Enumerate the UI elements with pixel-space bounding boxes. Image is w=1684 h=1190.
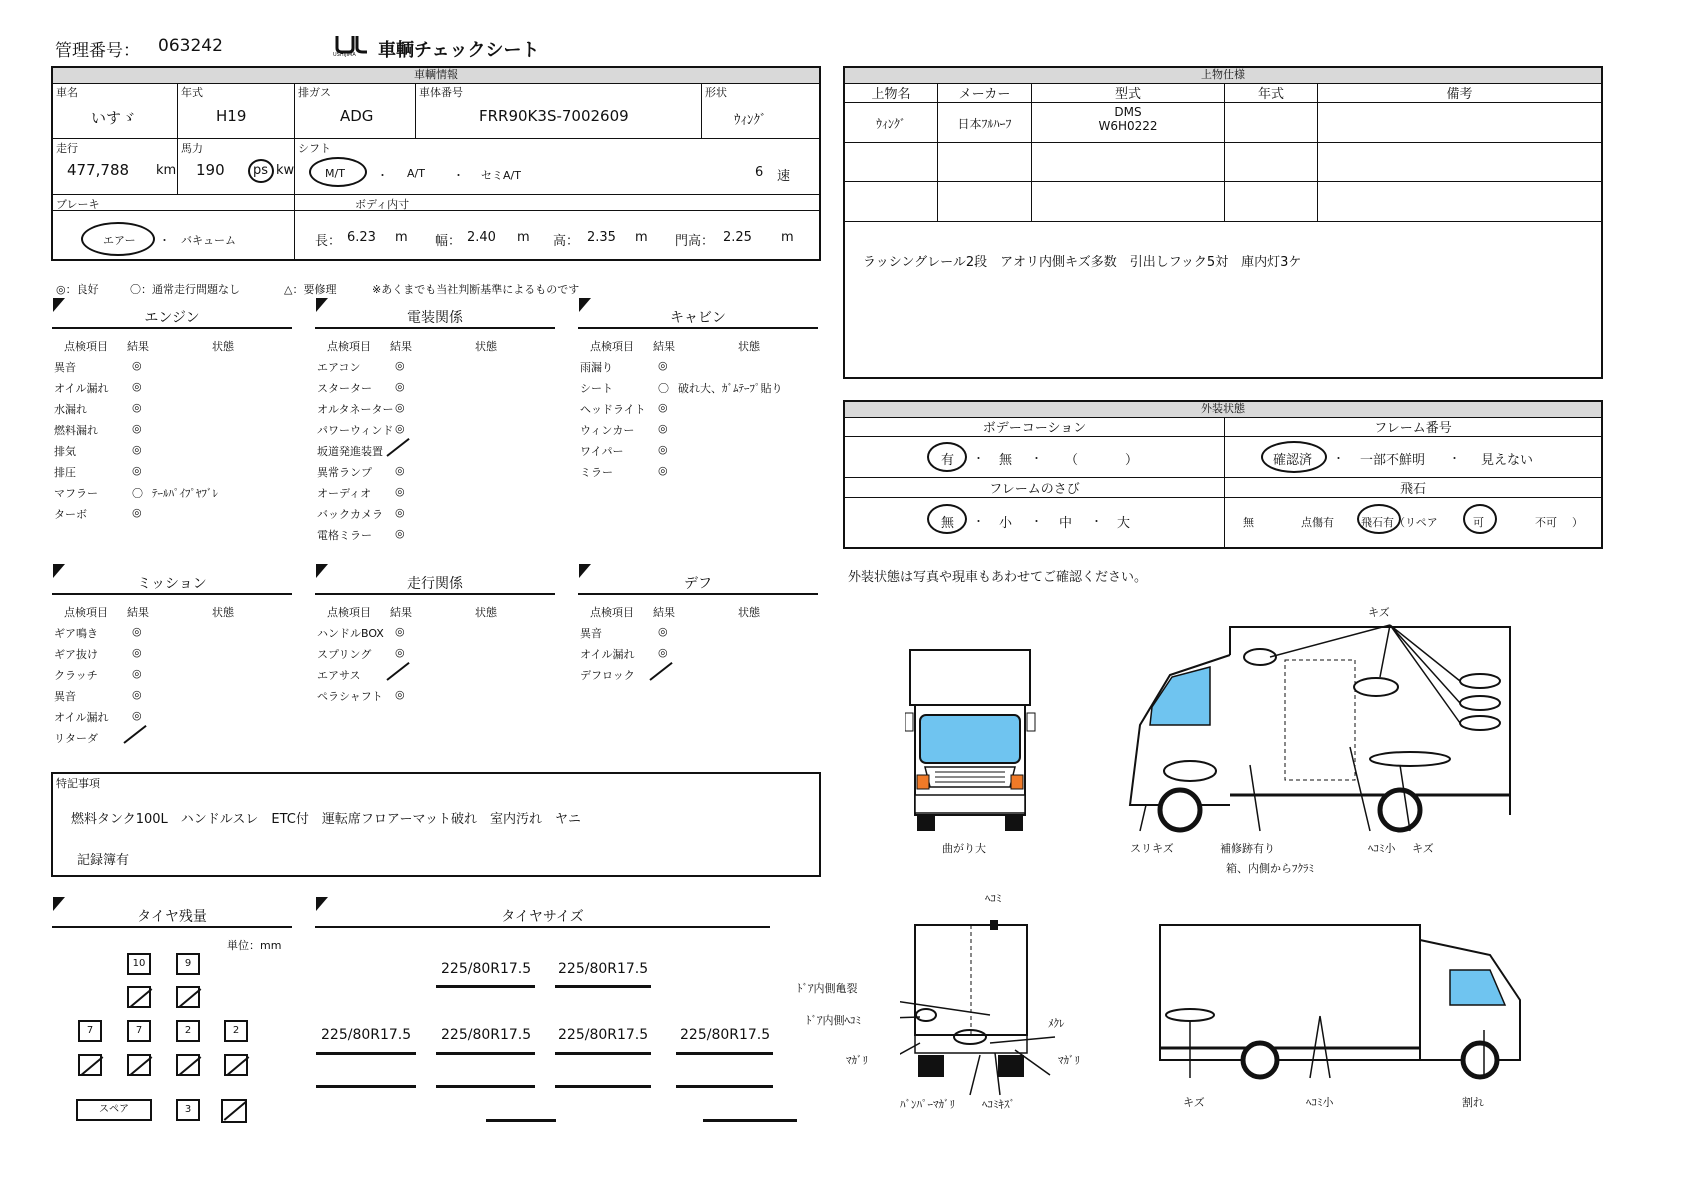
engine-title: エンジン: [52, 307, 292, 329]
rust-none: 無: [941, 516, 955, 531]
mileage-label: 走行: [56, 142, 78, 155]
coat-yes: 有: [941, 453, 955, 468]
engine-result: ◎: [132, 380, 142, 393]
cabin-col-header: 状態: [738, 340, 760, 353]
tire-spare-2-none: [221, 1099, 247, 1123]
shift-semi: セミA/T: [481, 169, 521, 182]
diff-col-header: 点検項目: [590, 606, 634, 619]
mission-result: ◎: [132, 646, 142, 659]
stone-none: 無: [1243, 516, 1254, 529]
truck-front-diagram: [905, 645, 1055, 835]
maker-label: 車名: [56, 86, 78, 99]
spec-cell: [1032, 143, 1225, 182]
brake-label: ブレーキ: [56, 198, 100, 211]
mission-item: 異音: [54, 690, 76, 703]
cabin-item: ミラー: [580, 466, 613, 479]
coat-yes-circle: [927, 442, 967, 472]
dot: ・: [453, 169, 464, 182]
engine-result: ◎: [132, 401, 142, 414]
label-magari-dai: 曲がり大: [942, 842, 986, 855]
electrical-result: ◎: [395, 485, 405, 498]
spec-cell: [1225, 182, 1318, 222]
hei-value: 2.35: [587, 230, 616, 245]
tire-front-left-inner-none: [127, 986, 151, 1008]
len-value: 6.23: [347, 230, 376, 245]
engine-result: ◎: [132, 422, 142, 435]
stone-label: 飛石: [1225, 478, 1601, 498]
cabin-item: 雨漏り: [580, 361, 613, 374]
spec-header: 年式: [1225, 83, 1318, 103]
engine-item: 異音: [54, 361, 76, 374]
label-door-hekomi: ﾄﾞｱ内側ﾍｺﾐ: [806, 1014, 861, 1027]
tire-rear-8-none: [224, 1054, 248, 1076]
unit: m: [635, 230, 648, 245]
exterior-header: 外装状態: [845, 402, 1601, 418]
dot: ・: [1031, 515, 1042, 528]
running-result-na: [386, 662, 409, 681]
running-title: 走行関係: [315, 573, 555, 595]
mission-result-na: [123, 725, 146, 744]
spec-cell: [1225, 143, 1318, 182]
label-hekomikizu: ﾍｺﾐｷｽﾞ: [982, 1098, 1015, 1111]
notes-line2: 記録簿有: [77, 853, 130, 868]
label-wareme: 割れ: [1462, 1096, 1484, 1109]
spec-model-1: DMS: [1114, 105, 1142, 119]
engine-item: 燃料漏れ: [54, 424, 98, 437]
mission-col-header: 結果: [127, 606, 149, 619]
tire-remain-title: タイヤ残量: [52, 906, 292, 928]
cabin-item: ヘッドライト: [580, 403, 646, 416]
engine-item: ターボ: [54, 508, 87, 521]
hp-unit-kw: kw: [276, 163, 295, 178]
tire-size-rear-4: 225/80R17.5: [680, 1027, 771, 1043]
mission-item: クラッチ: [54, 669, 98, 682]
diff-item: 異音: [580, 627, 602, 640]
rust-small: 小: [999, 516, 1013, 531]
page-title: 車輌チェックシート: [378, 40, 540, 61]
mission-item: ギア抜け: [54, 648, 98, 661]
tire-rear-6-none: [127, 1054, 151, 1076]
cabin-col-header: 結果: [653, 340, 675, 353]
dot: ・: [159, 234, 170, 247]
electrical-col-header: 状態: [475, 340, 497, 353]
shape-value: ｳｨﾝｸﾞ: [734, 113, 767, 128]
diff-result-na: [649, 662, 672, 681]
electrical-item: スターター: [317, 382, 372, 395]
spec-header: 備考: [1318, 83, 1601, 103]
cabin-result: ◎: [658, 464, 668, 477]
spec-cell: [938, 143, 1032, 182]
cabin-col-header: 点検項目: [590, 340, 634, 353]
tire-size-title: タイヤサイズ: [315, 906, 770, 928]
electrical-result: ◎: [395, 527, 405, 540]
electrical-item: 電格ミラー: [317, 529, 372, 542]
notes-box: [51, 772, 821, 877]
mission-result: ◎: [132, 709, 142, 722]
cabin-result: ◎: [658, 443, 668, 456]
spec-model-2: W6H0222: [1098, 119, 1158, 133]
horsepower-value: 190: [196, 161, 225, 179]
cabin-result: 〇: [658, 382, 669, 395]
notes-label: 特記事項: [56, 777, 100, 790]
kanri-label: 管理番号：: [55, 41, 140, 61]
stone-repairable: 可: [1473, 516, 1484, 529]
tire-remain-unit: 単位：mm: [227, 939, 282, 952]
mission-item: リターダ: [54, 732, 98, 745]
emission-cell: [295, 83, 416, 139]
engine-col-header: 結果: [127, 340, 149, 353]
year-value: H19: [216, 107, 247, 125]
diff-col-header: 結果: [653, 606, 675, 619]
maker-value: いすゞ: [91, 109, 137, 127]
tire-rear-1: 7: [78, 1020, 102, 1042]
spec-cell: [1032, 182, 1225, 222]
mileage-unit: km: [156, 163, 177, 178]
door-label: 門高：: [675, 234, 715, 249]
dot: ・: [1449, 452, 1460, 465]
body-spec-remarks: ラッシングレール2段 アオリ内側キズ多数 引出しフック5対 庫内灯3ケ: [863, 255, 1302, 270]
engine-col-header: 状態: [212, 340, 234, 353]
truck-side-right-diagram: [1150, 920, 1530, 1080]
rust-mid: 中: [1059, 516, 1073, 531]
gears-unit: 速: [777, 169, 791, 184]
spec-cell: 日本ﾌﾙﾊｰﾌ: [938, 103, 1032, 143]
brake-air: エアー: [103, 234, 136, 247]
label-kizu: キズ: [1368, 606, 1390, 619]
diff-item: オイル漏れ: [580, 648, 635, 661]
running-item: エアサス: [317, 669, 361, 682]
body-coat-label: ボデーコーション: [845, 417, 1225, 437]
engine-item: 水漏れ: [54, 403, 87, 416]
label-magari2: ﾏｶﾞﾘ: [1058, 1054, 1080, 1067]
spec-header: 上物名: [845, 83, 938, 103]
spec-cell: [1318, 182, 1601, 222]
frame-confirmed: 確認済: [1273, 453, 1313, 468]
tire-front-right: 9: [176, 953, 200, 975]
mission-col-header: 状態: [212, 606, 234, 619]
unit: m: [517, 230, 530, 245]
electrical-col-header: 点検項目: [327, 340, 371, 353]
vehicle-info-header: 車輌情報: [53, 68, 819, 84]
cabin-result: ◎: [658, 422, 668, 435]
spec-cell: [1225, 103, 1318, 143]
electrical-result: ◎: [395, 506, 405, 519]
tire-rear-4: 2: [224, 1020, 248, 1042]
mission-result: ◎: [132, 688, 142, 701]
unit: m: [781, 230, 794, 245]
dot: ・: [1031, 452, 1042, 465]
tire-size-front-left: 225/80R17.5: [441, 961, 532, 977]
dot: ・: [377, 169, 388, 182]
mission-item: ギア鳴き: [54, 627, 98, 640]
electrical-result: ◎: [395, 464, 405, 477]
len-label: 長：: [315, 234, 342, 249]
label-hako: 箱、内側からﾌｸﾗﾐ: [1226, 862, 1314, 875]
label-bumper: ﾊﾞﾝﾊﾟｰﾏｶﾞﾘ: [900, 1098, 955, 1111]
dot: ・: [1333, 452, 1344, 465]
tire-rear-7-none: [176, 1054, 200, 1076]
chassis-value: FRR90K3S-7002609: [479, 107, 629, 125]
running-col-header: 状態: [475, 606, 497, 619]
truck-rear-diagram: [900, 905, 1070, 1105]
dot: ・: [973, 452, 984, 465]
spec-header: 型式: [1032, 83, 1225, 103]
electrical-item: 坂道発進装置: [317, 445, 383, 458]
frame-partly-unclear: 一部不鮮明: [1360, 453, 1426, 468]
frame-confirmed-circle: [1261, 441, 1327, 473]
spec-cell: [845, 182, 938, 222]
stone-paren-close: ）: [1572, 516, 1583, 529]
frame-not-visible: 見えない: [1481, 453, 1534, 468]
running-result: ◎: [395, 625, 405, 638]
gears-value: 6: [755, 165, 764, 180]
tire-rear-2: 7: [127, 1020, 151, 1042]
brake-vacuum: バキューム: [181, 234, 236, 247]
spec-cell: [938, 182, 1032, 222]
cabin-title: キャビン: [578, 307, 818, 329]
tire-rear-5-none: [78, 1054, 102, 1076]
body-dims-cell: [295, 195, 819, 259]
mission-result: ◎: [132, 667, 142, 680]
shift-mt: M/T: [325, 167, 345, 180]
year-cell: [178, 83, 295, 139]
electrical-result: ◎: [395, 380, 405, 393]
horsepower-cell: [178, 139, 295, 195]
stone-not-repairable: 不可: [1535, 516, 1557, 529]
electrical-result: ◎: [395, 401, 405, 414]
year-label: 年式: [181, 86, 203, 99]
stone-repairable-circle: [1463, 504, 1497, 534]
dot: ・: [973, 515, 984, 528]
electrical-col-header: 結果: [390, 340, 412, 353]
tire-front-right-inner-none: [176, 986, 200, 1008]
spec-cell: ｳｨﾝｸﾞ: [845, 103, 938, 143]
stone-chip: 飛石有（リペア: [1361, 516, 1438, 529]
tire-rear-3: 2: [176, 1020, 200, 1042]
cabin-state: 破れ大、ｶﾞﾑﾃｰﾌﾟ貼り: [678, 382, 783, 395]
rust-large: 大: [1117, 516, 1131, 531]
electrical-item: オルタネーター: [317, 403, 394, 416]
ps-selected-circle: [248, 159, 274, 183]
cabin-item: ウィンカー: [580, 424, 635, 437]
chassis-label: 車体番号: [419, 86, 463, 99]
brake-air-circle: [81, 222, 155, 256]
exterior-box: [843, 400, 1603, 549]
emission-label: 排ガス: [298, 86, 331, 99]
tire-spare: 3: [176, 1099, 200, 1121]
dot: ・: [1091, 515, 1102, 528]
body-spec-box: [843, 66, 1603, 379]
diff-result: ◎: [658, 646, 668, 659]
kanri-number: 063242: [158, 36, 223, 56]
body-spec-header: 上物仕様: [845, 68, 1601, 84]
electrical-item: パワーウィンド: [317, 424, 394, 437]
label-kizu2: キズ: [1412, 842, 1434, 855]
wid-label: 幅：: [435, 234, 462, 249]
diff-title: デフ: [578, 573, 818, 595]
running-col-header: 点検項目: [327, 606, 371, 619]
tire-size-rear-1: 225/80R17.5: [321, 1027, 412, 1043]
diff-col-header: 状態: [738, 606, 760, 619]
engine-result: 〇: [132, 487, 143, 500]
door-value: 2.25: [723, 230, 752, 245]
tire-size-rear-3: 225/80R17.5: [558, 1027, 649, 1043]
running-col-header: 結果: [390, 606, 412, 619]
label-door-crack: ﾄﾞｱ内側亀裂: [797, 982, 858, 995]
truck-side-diagram: [1110, 615, 1530, 835]
logo-text: USHIJIMA: [333, 52, 356, 58]
electrical-item: エアコン: [317, 361, 361, 374]
coat-no: 無: [999, 453, 1013, 468]
engine-col-header: 点検項目: [64, 340, 108, 353]
cabin-item: ワイパー: [580, 445, 624, 458]
company-logo-icon: [333, 34, 373, 58]
stone-dot-scratch: 点傷有: [1301, 516, 1334, 529]
rust-none-circle: [927, 504, 967, 534]
electrical-result: ◎: [395, 359, 405, 372]
spec-header: メーカー: [938, 83, 1032, 103]
body-inner-label: ボディ内寸: [355, 198, 410, 211]
label-magari: ﾏｶﾞﾘ: [846, 1054, 868, 1067]
unit: m: [395, 230, 408, 245]
shift-at: A/T: [407, 167, 425, 180]
spec-cell: [1032, 103, 1225, 143]
spare-label: スペア: [76, 1099, 152, 1121]
engine-result: ◎: [132, 506, 142, 519]
maker-cell: [53, 83, 178, 139]
label-hoshu: 補修跡有り: [1220, 842, 1275, 855]
running-result: ◎: [395, 688, 405, 701]
engine-result: ◎: [132, 443, 142, 456]
tire-front-left: 10: [127, 953, 151, 975]
legend-note: ※あくまでも当社判断基準によるものです: [372, 283, 580, 296]
mission-col-header: 点検項目: [64, 606, 108, 619]
brake-cell: [53, 195, 295, 259]
electrical-result: ◎: [395, 422, 405, 435]
engine-result: ◎: [132, 359, 142, 372]
running-item: ハンドルBOX: [317, 627, 384, 640]
frame-rust-label: フレームのさび: [845, 478, 1225, 498]
label-kizu3: キズ: [1183, 1096, 1205, 1109]
tire-size-rear-2: 225/80R17.5: [441, 1027, 532, 1043]
electrical-item: バックカメラ: [317, 508, 383, 521]
vehicle-info-box: [51, 66, 821, 261]
cabin-result: ◎: [658, 401, 668, 414]
label-hekomi-sho: ﾍｺﾐ小: [1368, 842, 1396, 855]
electrical-title: 電装関係: [315, 307, 555, 329]
mileage-cell: [53, 139, 178, 195]
mileage-value: 477,788: [67, 161, 130, 179]
wid-value: 2.40: [467, 230, 496, 245]
engine-item: マフラー: [54, 487, 98, 500]
frame-rust-options: [845, 498, 1225, 547]
spec-cell: [1318, 103, 1601, 143]
mission-title: ミッション: [52, 573, 292, 595]
diff-item: デフロック: [580, 669, 635, 682]
mission-result: ◎: [132, 625, 142, 638]
tire-size-front-right: 225/80R17.5: [558, 961, 649, 977]
frame-no-options: [1225, 437, 1601, 478]
body-coat-options: [845, 437, 1225, 478]
shift-label: シフト: [298, 142, 331, 155]
shift-cell: [295, 139, 819, 195]
legend-repair: △：要修理: [284, 283, 337, 296]
label-mekure: ﾒｸﾚ: [1048, 1017, 1065, 1030]
label-surikizu: スリキズ: [1130, 842, 1174, 855]
electrical-result-na: [386, 438, 409, 457]
exterior-note: 外装状態は写真や現車もあわせてご確認ください。: [848, 570, 1148, 585]
running-item: ペラシャフト: [317, 690, 383, 703]
hp-unit-ps: ps: [253, 163, 269, 178]
electrical-item: 異常ランプ: [317, 466, 372, 479]
engine-item: 排圧: [54, 466, 76, 479]
coat-paren-open: （: [1065, 453, 1079, 468]
shape-label: 形状: [705, 86, 727, 99]
emission-value: ADG: [340, 107, 374, 125]
shift-mt-circle: [309, 157, 367, 187]
electrical-item: オーディオ: [317, 487, 372, 500]
notes-line1: 燃料タンク100L ハンドルスレ ETC付 運転席フロアーマット破れ 室内汚れ ヤニ: [71, 812, 581, 827]
mission-item: オイル漏れ: [54, 711, 109, 724]
running-item: スプリング: [317, 648, 372, 661]
cabin-item: シート: [580, 382, 613, 395]
spec-cell: [845, 143, 938, 182]
engine-state: ﾃｰﾙﾊﾟｲﾌﾟﾔﾌﾞﾚ: [152, 487, 218, 500]
legend-ok: 〇：通常走行問題なし: [130, 283, 240, 296]
diff-result: ◎: [658, 625, 668, 638]
shape-cell: [702, 83, 819, 139]
engine-item: オイル漏れ: [54, 382, 109, 395]
label-hekomi-sho2: ﾍｺﾐ小: [1306, 1096, 1334, 1109]
running-result: ◎: [395, 646, 405, 659]
spec-cell: [1318, 143, 1601, 182]
coat-paren-close: ）: [1125, 453, 1139, 468]
stone-options: [1225, 498, 1601, 547]
stone-chip-circle: [1357, 504, 1401, 534]
engine-item: 排気: [54, 445, 76, 458]
engine-result: ◎: [132, 464, 142, 477]
cabin-result: ◎: [658, 359, 668, 372]
hei-label: 高：: [553, 234, 580, 249]
frame-no-label: フレーム番号: [1225, 417, 1601, 437]
legend-good: ◎：良好: [56, 283, 99, 296]
horsepower-label: 馬力: [181, 142, 203, 155]
label-hekomi: ﾍｺﾐ: [985, 892, 1002, 905]
chassis-cell: [416, 83, 702, 139]
